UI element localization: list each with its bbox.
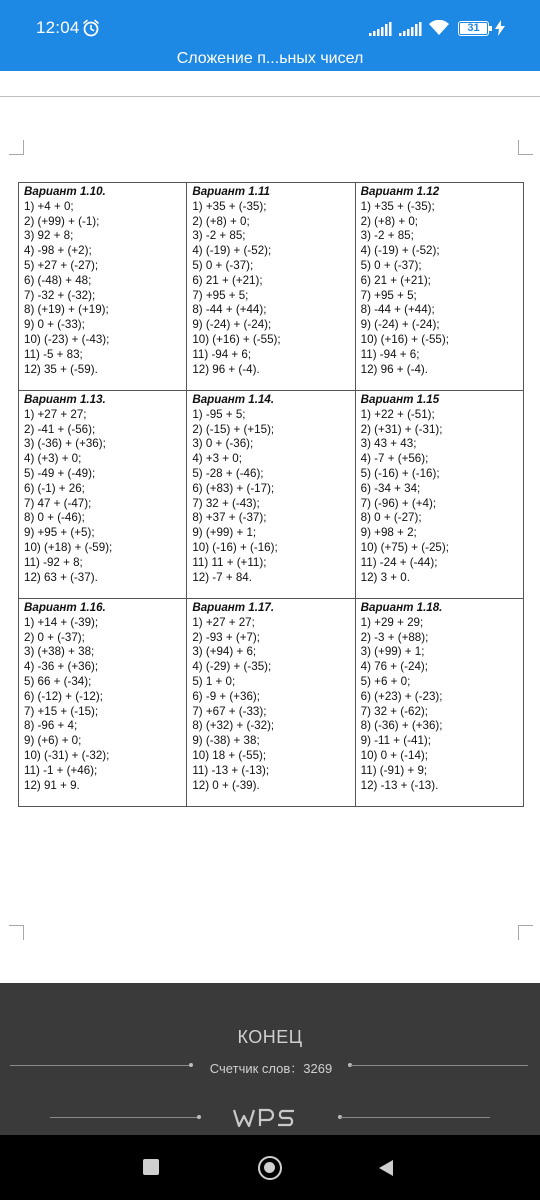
- exercise-item: 1) -95 + 5;: [192, 407, 246, 421]
- exercise-item: 8) -96 + 4;: [24, 719, 78, 733]
- exercise-item: 8) (-36) + (+36);: [360, 719, 443, 733]
- exercise-item: 8) (+19) + (+19);: [24, 303, 109, 317]
- exercise-item: 1) +4 + 0;: [24, 199, 74, 213]
- variant-block: [192, 601, 349, 793]
- exercise-item: 4) +3 + 0;: [192, 452, 242, 466]
- exercise-item: 11) -94 + 6;: [192, 347, 252, 361]
- variant-block: [361, 393, 518, 585]
- variant-cell: [355, 391, 523, 599]
- exercise-item: 5) 66 + (-34);: [24, 674, 92, 688]
- exercise-item: 9) -11 + (-41);: [360, 734, 431, 748]
- exercise-item: 10) (-16) + (-16);: [192, 540, 278, 554]
- variant-block: [192, 185, 349, 377]
- exercise-item: 8) (+32) + (-32);: [192, 719, 275, 733]
- exercise-item: 9) (-24) + (-24);: [192, 318, 272, 332]
- page-corner-mark: [518, 140, 533, 155]
- exercise-item: 2) (+8) + 0;: [192, 214, 250, 228]
- signal-bars-icon: [368, 22, 394, 36]
- exercise-item: 5) -28 + (-46);: [192, 466, 264, 480]
- variant-block: [361, 185, 518, 377]
- exercise-item: 9) +98 + 2;: [360, 526, 417, 540]
- exercise-item: 6) (+23) + (-23);: [360, 689, 443, 703]
- variant-cell: [187, 391, 355, 599]
- exercise-item: 7) 47 + (-47);: [24, 496, 92, 510]
- divider-line: [350, 1065, 528, 1066]
- document-end-panel: [0, 983, 540, 1135]
- exercise-item: 3) -2 + 85;: [192, 229, 246, 243]
- exercise-item: 4) -36 + (+36);: [24, 660, 99, 674]
- exercise-item: 7) +95 + 5;: [192, 288, 249, 302]
- exercise-item: 1) +22 + (-51);: [360, 407, 435, 421]
- exercise-item: 1) +29 + 29;: [360, 615, 424, 629]
- variant-cell: [187, 183, 355, 391]
- exercise-item: 10) (+16) + (-55);: [360, 332, 449, 346]
- home-icon: [264, 1162, 275, 1173]
- exercise-item: 2) -93 + (+7);: [192, 630, 260, 644]
- exercise-item: 4) (-19) + (-52);: [360, 244, 440, 258]
- exercise-item: 12) -13 + (-13).: [360, 778, 439, 792]
- exercise-item: 7) +67 + (-33);: [192, 704, 267, 718]
- exercise-item: 4) 76 + (-24);: [360, 660, 428, 674]
- exercise-item: 9) (+6) + 0;: [24, 734, 82, 748]
- exercise-item: 11) -24 + (-44);: [360, 555, 438, 569]
- exercise-item: 9) (+99) + 1;: [192, 526, 257, 540]
- recent-apps-button[interactable]: [143, 1159, 159, 1175]
- variant-cell: [19, 599, 187, 807]
- variant-title: Вариант 1.15: [360, 393, 440, 406]
- exercise-item: 12) 35 + (-59).: [24, 362, 98, 376]
- app-header: [0, 0, 540, 71]
- variant-block: [192, 393, 349, 585]
- exercise-item: 3) 92 + 8;: [24, 229, 74, 243]
- charging-bolt-icon: [495, 20, 505, 36]
- divider-line: [10, 1065, 190, 1066]
- exercise-item: 11) -94 + 6;: [360, 347, 420, 361]
- wifi-icon: [428, 20, 450, 36]
- alarm-clock-icon: [82, 19, 100, 37]
- exercise-item: 3) -2 + 85;: [360, 229, 414, 243]
- divider-dot: [189, 1063, 193, 1067]
- exercise-item: 7) (-96) + (+4);: [360, 496, 437, 510]
- variant-title: Вариант 1.14.: [192, 393, 275, 406]
- exercise-item: 11) (-91) + 9;: [360, 763, 428, 777]
- divider-line: [340, 1117, 490, 1118]
- exercise-item: 6) (-48) + 48;: [24, 273, 92, 287]
- home-button[interactable]: [258, 1156, 282, 1180]
- exercise-item: 10) (-31) + (-32);: [24, 748, 110, 762]
- variant-block: [24, 601, 181, 793]
- exercise-item: 5) (-16) + (-16);: [360, 466, 440, 480]
- exercise-item: 4) (-29) + (-35);: [192, 660, 272, 674]
- exercise-item: 6) -34 + 34;: [360, 481, 421, 495]
- exercise-item: 1) +14 + (-39);: [24, 615, 99, 629]
- exercise-item: 3) (+99) + 1;: [360, 645, 425, 659]
- exercise-item: 9) (-24) + (-24);: [360, 318, 440, 332]
- exercise-item: 7) 32 + (-43);: [192, 496, 260, 510]
- exercise-item: 2) 0 + (-37);: [24, 630, 85, 644]
- exercise-item: 11) -13 + (-13);: [192, 763, 270, 777]
- exercise-item: 12) 96 + (-4).: [192, 362, 260, 376]
- exercise-item: 6) (+83) + (-17);: [192, 481, 275, 495]
- exercise-item: 12) -7 + 84.: [192, 570, 252, 584]
- variant-title: Вариант 1.10.: [24, 185, 106, 198]
- wps-logo: [232, 1107, 302, 1129]
- exercise-item: 10) (+75) + (-25);: [360, 540, 449, 554]
- header-divider: [0, 96, 540, 97]
- variant-title: Вариант 1.17.: [192, 601, 275, 614]
- exercise-item: 8) -44 + (+44);: [360, 303, 435, 317]
- exercise-item: 2) -3 + (+88);: [360, 630, 429, 644]
- exercise-item: 3) 0 + (-36);: [192, 437, 254, 451]
- exercise-item: 7) +15 + (-15);: [24, 704, 99, 718]
- exercise-item: 6) (-12) + (-12);: [24, 689, 103, 703]
- exercise-item: 4) (+3) + 0;: [24, 452, 82, 466]
- variant-title: Вариант 1.18.: [360, 601, 443, 614]
- exercise-item: 12) 0 + (-39).: [192, 778, 260, 792]
- exercise-item: 2) -41 + (-56);: [24, 422, 96, 436]
- exercise-item: 9) (-38) + 38;: [192, 734, 260, 748]
- exercise-item: 5) 0 + (-37);: [192, 258, 254, 272]
- page-corner-mark: [518, 925, 533, 940]
- variant-cell: [187, 599, 355, 807]
- status-time: 12:04: [36, 18, 80, 37]
- exercise-item: 11) -1 + (+46);: [24, 763, 98, 777]
- exercise-item: 9) +95 + (+5);: [24, 526, 95, 540]
- divider-dot: [197, 1115, 201, 1119]
- exercise-item: 12) 3 + 0.: [360, 570, 410, 584]
- battery-indicator: [458, 21, 489, 36]
- signal-bars-icon: [398, 22, 424, 36]
- exercise-item: 12) 96 + (-4).: [360, 362, 428, 376]
- exercise-item: 5) 1 + 0;: [192, 674, 236, 688]
- exercise-item: 3) (+38) + 38;: [24, 645, 95, 659]
- exercise-item: 5) -49 + (-49);: [24, 466, 96, 480]
- variant-block: [24, 185, 181, 377]
- exercise-item: 12) 63 + (-37).: [24, 570, 98, 584]
- exercise-item: 5) +27 + (-27);: [24, 258, 99, 272]
- system-navigation-bar: [0, 1135, 540, 1200]
- variant-title: Вариант 1.16.: [24, 601, 106, 614]
- document-title: Сложение п...ьных чисел: [176, 50, 364, 67]
- exercise-item: 6) 21 + (+21);: [192, 273, 263, 287]
- exercise-item: 2) (+99) + (-1);: [24, 214, 100, 228]
- page-corner-mark: [9, 925, 24, 940]
- variant-cell: [355, 183, 523, 391]
- exercise-item: 3) (-36) + (+36);: [24, 437, 106, 451]
- exercise-item: 11) 11 + (+11);: [192, 555, 267, 569]
- exercise-item: 8) +37 + (-37);: [192, 511, 267, 525]
- exercise-item: 2) (+8) + 0;: [360, 214, 419, 228]
- exercise-item: 9) 0 + (-33);: [24, 318, 85, 332]
- exercise-item: 1) +27 + 27;: [24, 407, 87, 421]
- end-label: КОНЕЦ: [237, 1027, 303, 1047]
- exercise-item: 6) (-1) + 26;: [24, 481, 85, 495]
- exercise-item: 3) (+94) + 6;: [192, 645, 257, 659]
- exercise-item: 2) (+31) + (-31);: [360, 422, 443, 436]
- exercise-item: 4) (-19) + (-52);: [192, 244, 272, 258]
- exercise-item: 1) +35 + (-35);: [360, 199, 435, 213]
- exercise-item: 10) (-23) + (-43);: [24, 332, 110, 346]
- battery-level: 31: [467, 22, 480, 34]
- exercise-item: 6) 21 + (+21);: [360, 273, 431, 287]
- exercise-item: 11) -92 + 8;: [24, 555, 83, 569]
- variant-cell: [19, 391, 187, 599]
- exercise-item: 2) (-15) + (+15);: [192, 422, 275, 436]
- variant-block: [361, 601, 518, 793]
- exercise-item: 1) +35 + (-35);: [192, 199, 267, 213]
- exercise-item: 4) -7 + (+56);: [360, 452, 429, 466]
- exercise-item: 10) 18 + (-55);: [192, 748, 267, 762]
- exercise-item: 8) -44 + (+44);: [192, 303, 267, 317]
- exercise-item: 6) -9 + (+36);: [192, 689, 260, 703]
- exercise-item: 7) -32 + (-32);: [24, 288, 96, 302]
- exercise-item: 11) -5 + 83;: [24, 347, 83, 361]
- page-corner-mark: [9, 140, 24, 155]
- exercise-item: 8) 0 + (-46);: [24, 511, 85, 525]
- exercise-item: 12) 91 + 9.: [24, 778, 80, 792]
- exercise-item: 10) (+16) + (-55);: [192, 332, 281, 346]
- exercise-item: 3) 43 + 43;: [360, 437, 417, 451]
- variant-cell: [19, 183, 187, 391]
- variant-title: Вариант 1.12: [360, 185, 440, 198]
- exercise-item: 5) +6 + 0;: [360, 674, 411, 688]
- exercise-item: 5) 0 + (-37);: [360, 258, 422, 272]
- exercise-item: 10) 0 + (-14);: [360, 748, 428, 762]
- variant-cell: [355, 599, 523, 807]
- word-count: Счетчик слов：3269: [209, 1061, 333, 1076]
- exercise-item: 7) +95 + 5;: [360, 288, 417, 302]
- exercise-item: 8) 0 + (-27);: [360, 511, 422, 525]
- variants-table: [18, 182, 524, 807]
- exercise-item: 4) -98 + (+2);: [24, 244, 92, 258]
- back-button[interactable]: [378, 1159, 394, 1177]
- variant-title: Вариант 1.11: [192, 185, 270, 198]
- variant-block: [24, 393, 181, 585]
- exercise-item: 10) (+18) + (-59);: [24, 540, 113, 554]
- divider-line: [50, 1117, 198, 1118]
- exercise-item: 7) 32 + (-62);: [360, 704, 428, 718]
- exercise-item: 1) +27 + 27;: [192, 615, 255, 629]
- variant-title: Вариант 1.13.: [24, 393, 106, 406]
